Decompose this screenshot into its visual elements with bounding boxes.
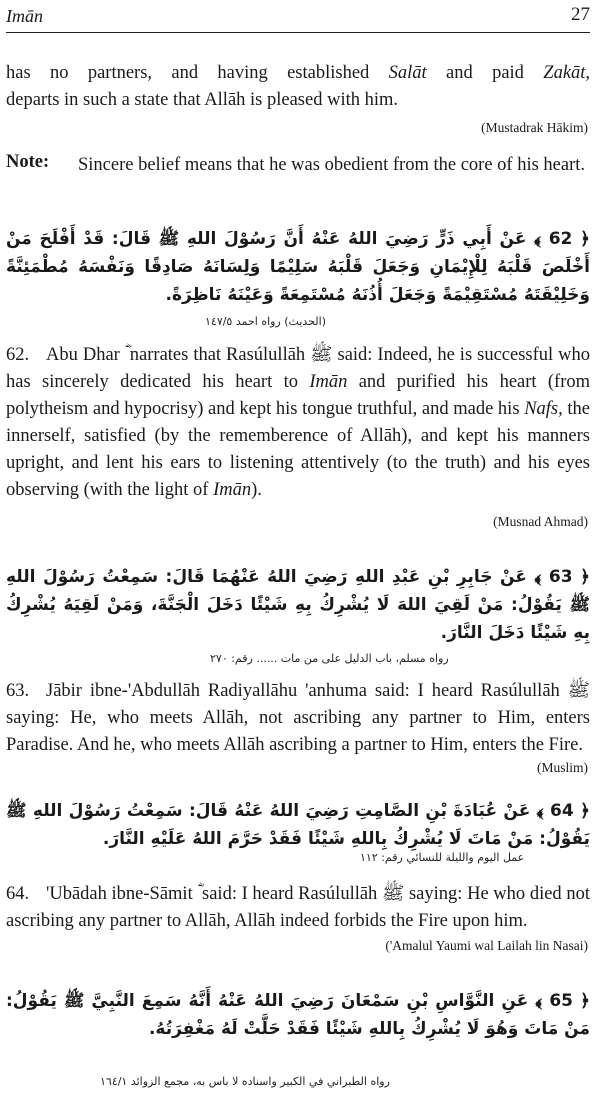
source-citation: (Muslim) bbox=[536, 760, 588, 775]
arabic-reference-65: رواه الطبراني في الكبير واسناده لا باس به، مجمع الزوائد ١٦٤/١ bbox=[100, 1075, 390, 1088]
arabic-hadith-62: ﴿ 62 ﴾ عَنْ أَبِي ذَرٍّ رَضِيَ اللهُ عَنْهُ أَنَّ رَسُوْلَ اللهِ ﷺ قَالَ: قَدْ أَفْلَحَ مَنْ أَخْلَصَ قَلْبَهُ لِلْإِيْمَانِ وَجَعَلَ قَلْبَهُ سَلِيْمًا وَلِسَانَهُ صَادِقًا وَنَفْسَهُ مُطْمَئِنَّةً وَخَلِيْقَتَهُ مُسْتَقِيْمَةً وَجَعَلَ أُذُنَهُ مُسْتَمِعَةً وَعَيْنَهُ نَاظِرَةً. bbox=[6, 229, 590, 305]
translation-64: 64. 'Ubādah ibne-Sāmit ؓ said: I heard Rasúlullāh ﷺ saying: He who died not ascribing any partner to Allāh, Allāh indeed forbids the Fire upon him. bbox=[6, 881, 590, 935]
term-zakat: Zakāt, bbox=[543, 63, 591, 83]
note-label: Note: bbox=[6, 152, 50, 172]
running-header bbox=[6, 2, 590, 33]
arabic-reference-63: رواه مسلم، باب الدليل على من مات ...... رقم: ٢٧٠ bbox=[210, 652, 449, 665]
hadith-number: 64. bbox=[6, 884, 30, 904]
term-nafs: Nafs, bbox=[524, 399, 563, 419]
translation-62: 62. Abu Dhar ؓ narrates that Rasúlullāh ﷺ said: Indeed, he is successful who has sincerely dedicated his heart to Imān and purified his heart (from polytheism and hypocrisy) and kept his tongue truthful, and made his Nafs, the innerself, satisfied (by the rememberence of Allāh), and kept his manners upright, and lent his ears to listening attentively (to the truth) and his eyes observing (with the light of Imān). bbox=[6, 342, 590, 504]
arabic-hadith-64: ﴿ 64 ﴾ عَنْ عُبَادَةَ بْنِ الصَّامِتِ رَضِيَ اللهُ عَنْهُ قَالَ: سَمِعْتُ رَسُوْلَ اللهِ ﷺ يَقُوْلُ: مَنْ مَاتَ لَا يُشْرِكُ بِاللهِ شَيْئًا فَقَدْ حَرَّمَ اللهُ عَلَيْهِ النَّارَ. bbox=[6, 801, 590, 849]
hadith-number: 63. bbox=[6, 681, 30, 701]
term-iman: Imān bbox=[309, 372, 348, 392]
page-number: 27 bbox=[571, 4, 590, 25]
arabic-hadith-65: ﴿ 65 ﴾ عَنِ النَّوَّاسِ بْنِ سَمْعَانَ رَضِيَ اللهُ عَنْهُ أَنَّهُ سَمِعَ النَّبِيَّ ﷺ يَقُوْلُ: مَنْ مَاتَ وَهُوَ لَا يُشْرِكُ بِاللهِ شَيْئًا فَقَدْ حَلَّتْ لَهُ مَغْفِرَتُهُ. bbox=[6, 991, 590, 1039]
source-citation: ('Amalul Yaumi wal Lailah lin Nasai) bbox=[385, 938, 588, 953]
arabic-reference-64: عمل اليوم والليلة للنسائي رقم: ١١٢ bbox=[360, 851, 525, 864]
hadith-number: 62. bbox=[6, 345, 30, 365]
running-title: Imān bbox=[6, 6, 43, 26]
continuation-line-2: departs in such a state that Allāh is pleased with him. bbox=[6, 90, 399, 110]
note-text: Sincere belief means that he was obedient from the core of his heart. bbox=[78, 155, 586, 175]
arabic-reference-62: (الحديث) رواه احمد ١٤٧/٥ bbox=[205, 315, 326, 328]
arabic-hadith-63: ﴿ 63 ﴾ عَنْ جَابِرِ بْنِ عَبْدِ اللهِ رَضِيَ اللهُ عَنْهُمَا قَالَ: سَمِعْتُ رَسُوْلَ اللهِ ﷺ يَقُوْلُ: مَنْ لَقِيَ اللهَ لَا يُشْرِكُ بِهِ شَيْئًا دَخَلَ الْجَنَّةَ، وَمَنْ لَقِيَهُ يُشْرِكُ بِهِ شَيْئًا دَخَلَ النَّارَ. bbox=[6, 567, 590, 643]
source-citation: (Musnad Ahmad) bbox=[493, 514, 588, 529]
term-salat: Salāt bbox=[388, 63, 427, 83]
source-citation: (Mustadrak Hākim) bbox=[481, 120, 588, 135]
term-iman: Imān bbox=[213, 480, 252, 500]
continuation-line-1: has no partners, and having established Salāt and paid Zakāt, bbox=[6, 63, 591, 83]
translation-63: 63. Jābir ibne-'Abdullāh Radiyallāhu 'anhuma said: I heard Rasúlullāh ﷺ saying: He, who meets Allāh, not ascribing any partner to Him, enters Paradise. And he, who meets Allāh ascribing a partner to Him, enters the Fire. bbox=[6, 678, 590, 759]
